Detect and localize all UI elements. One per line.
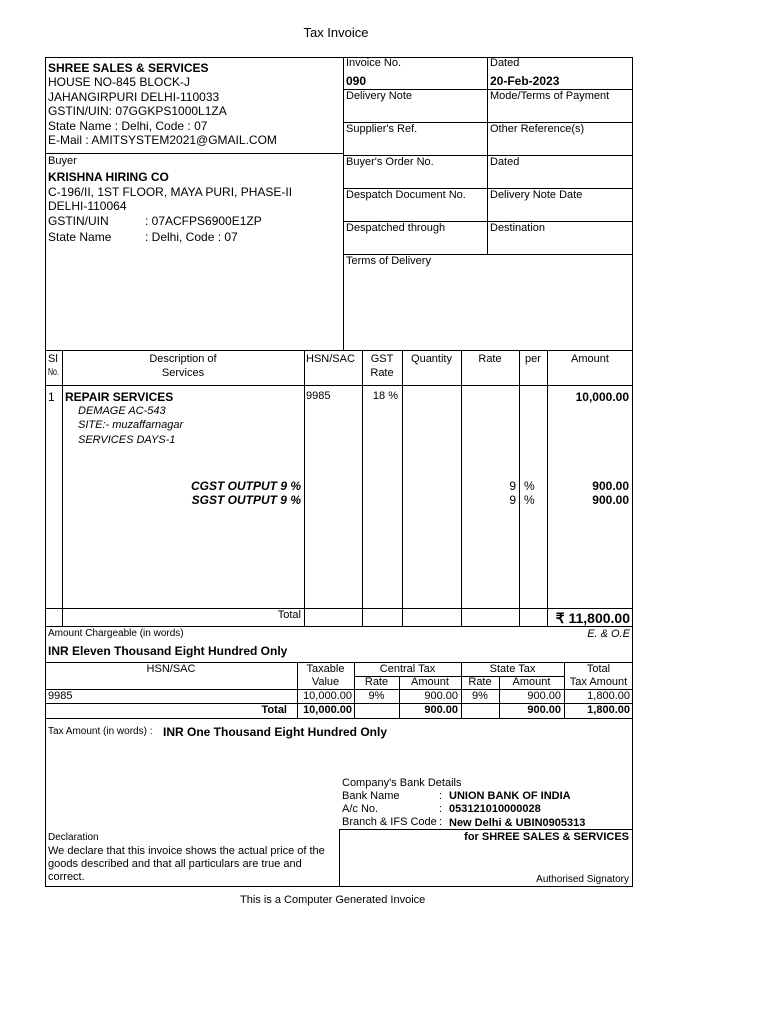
row-central-rate: 9% [368,690,385,702]
totals-label: Total [261,704,287,716]
account-no: 053121010000028 [449,803,541,815]
th-hsn: HSN/SAC [146,663,196,675]
col-sl: Sl [48,353,58,365]
page-title: Tax Invoice [303,25,369,40]
tax-name: SGST OUTPUT 9 % [191,493,301,507]
row-central-amount: 900.00 [424,690,458,702]
tax-amount-words-label: Tax Amount (in words) : [48,726,153,737]
invoice-no-label: Invoice No. [346,57,402,69]
buyer-gstin-value: : 07ACFPS6900E1ZP [145,214,262,228]
declaration-line-3: correct. [48,871,85,883]
col-gst-line-1: GST [370,353,394,365]
bank-name: UNION BANK OF INDIA [449,790,571,802]
declaration-line-1: We declare that this invoice shows the actual price of the [48,845,325,857]
buyer-address-line-1: C-196/II, 1ST FLOOR, MAYA PURI, PHASE-II [48,185,293,199]
declaration-line-2: goods described and that all particulars are true and [48,858,302,870]
eoe-label: E. & O.E [587,628,630,640]
totals-central-amount: 900.00 [424,704,458,716]
tax-per: % [524,479,535,493]
tax-per: % [524,493,535,507]
buyer-label: Buyer [48,155,77,167]
buyer-address-line-2: DELHI-110064 [48,199,127,213]
totals-taxable: 10,000.00 [303,704,352,716]
seller-address-line-1: HOUSE NO-845 BLOCK-J [48,75,191,89]
th-total-line-2: Tax Amount [569,676,628,688]
th-state-amount: Amount [512,676,551,688]
delivery-note-label: Delivery Note [346,90,413,102]
dated-label: Dated [490,57,520,69]
tax-amount: 900.00 [592,479,629,493]
item-detail-line-1: DEMAGE AC-543 [78,405,166,417]
despatch-document-label: Despatch Document No. [346,189,466,201]
row-taxable: 10,000.00 [303,690,352,702]
item-hsn: 9985 [306,390,331,402]
total-amount: ₹ 11,800.00 [555,610,630,626]
col-description-line-2: Services [161,367,205,379]
th-state-tax: State Tax [489,663,536,675]
item-name: REPAIR SERVICES [65,390,174,404]
bank-name-label: Bank Name [342,790,400,802]
delivery-note-date-label: Delivery Note Date [490,189,583,201]
dated-value: 20-Feb-2023 [490,74,560,88]
seller-state: State Name : Delhi, Code : 07 [48,119,208,133]
col-hsn: HSN/SAC [306,353,355,365]
branch-colon: : [439,816,443,828]
th-central-rate: Rate [364,676,389,688]
th-total-line-1: Total [586,663,611,675]
item-sl: 1 [48,390,55,404]
bank-name-colon: : [439,790,443,802]
mode-terms-label: Mode/Terms of Payment [490,90,610,102]
destination-label: Destination [490,222,546,234]
row-hsn: 9985 [48,690,73,702]
account-no-colon: : [439,803,443,815]
item-gst-rate: 18 % [372,390,398,402]
th-taxable-line-2: Value [311,676,340,688]
item-amount: 10,000.00 [575,390,629,404]
buyer-gstin-label: GSTIN/UIN [48,214,109,228]
tax-amount: 900.00 [592,493,629,507]
col-quantity: Quantity [411,353,452,365]
th-taxable-line-1: Taxable [306,663,345,675]
col-gst-line-2: Rate [370,367,394,379]
item-detail-line-3: SERVICES DAYS-1 [78,434,176,446]
totals-tax-amount: 1,800.00 [587,704,630,716]
footer-note: This is a Computer Generated Invoice [240,894,426,906]
seller-gstin: GSTIN/UIN: 07GGKPS1000L1ZA [48,104,227,118]
account-no-label: A/c No. [342,803,379,815]
th-state-rate: Rate [468,676,492,688]
tax-name: CGST OUTPUT 9 % [190,479,301,493]
branch-label: Branch & IFS Code [342,816,437,828]
total-label: Total [277,609,301,621]
despatched-through-label: Despatched through [346,222,446,234]
bank-heading: Company's Bank Details [342,777,462,789]
row-state-amount: 900.00 [527,690,561,702]
branch-ifs: New Delhi & UBIN0905313 [449,817,586,829]
th-central-amount: Amount [411,676,449,688]
seller-address-line-2: JAHANGIRPURI DELHI-110033 [48,90,220,104]
declaration-label: Declaration [48,832,99,843]
amount-in-words: INR Eleven Thousand Eight Hundred Only [48,644,288,658]
authorised-signatory-label: Authorised Signatory [536,874,629,885]
invoice-no-value: 090 [346,74,367,88]
tax-rate: 9 [509,493,516,507]
col-per: per [525,353,541,365]
terms-of-delivery-label: Terms of Delivery [346,255,431,267]
seller-name: SHREE SALES & SERVICES [48,61,209,75]
other-reference-label: Other Reference(s) [490,123,585,135]
tax-rate: 9 [509,479,516,493]
suppliers-ref-label: Supplier's Ref. [346,123,418,135]
order-dated-label: Dated [490,156,520,168]
totals-state-amount: 900.00 [527,704,561,716]
buyers-order-label: Buyer's Order No. [346,156,434,168]
seller-email: E-Mail : AMITSYSTEM2021@GMAIL.COM [48,133,277,147]
tax-amount-words: INR One Thousand Eight Hundred Only [163,725,387,739]
buyer-state-label: State Name [48,230,112,244]
col-no: No. [48,367,59,378]
col-description-line-1: Description of [149,353,217,365]
buyer-name: KRISHNA HIRING CO [48,170,169,184]
col-amount: Amount [571,353,609,365]
row-state-rate: 9% [472,690,488,702]
col-rate: Rate [478,353,502,365]
th-central-tax: Central Tax [379,663,436,675]
signatory-for: for SHREE SALES & SERVICES [464,831,629,843]
row-total: 1,800.00 [587,690,630,702]
amount-chargeable-label: Amount Chargeable (in words) [48,628,184,639]
item-detail-line-2: SITE:- muzaffarnagar [78,419,184,431]
buyer-state-value: : Delhi, Code : 07 [145,230,238,244]
